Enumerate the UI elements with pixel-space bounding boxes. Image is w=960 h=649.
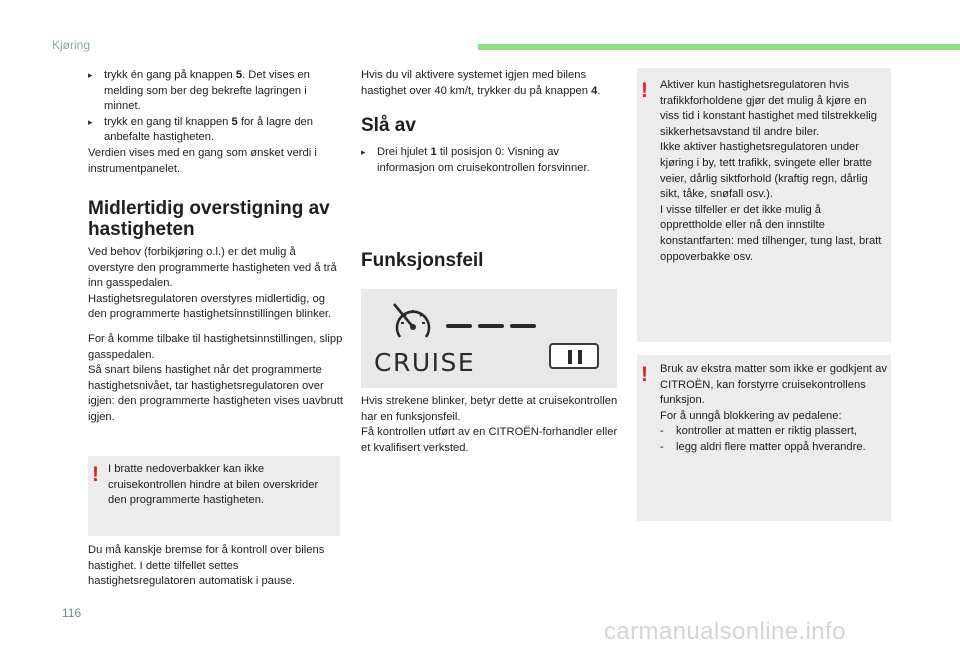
list-item: - kontroller at matten er riktig plassert, (660, 425, 857, 438)
pause-icon (549, 343, 599, 369)
page-number: 116 (62, 606, 82, 620)
column-1 (88, 68, 344, 177)
exclamation-icon: ! (641, 79, 648, 102)
paragraph: For å komme tilbake til hastighetsinnstillingen, slipp gasspedalen. (88, 332, 343, 361)
heading-malfunction: Funksjonsfeil (361, 250, 484, 271)
section-title: Kjøring (52, 38, 91, 52)
dash (510, 324, 536, 328)
heading-turn-off: Slå av (361, 115, 416, 136)
list-item: ▸ trykk én gang på knappen 5. Det vises en melding som ber deg bekrefte lagringen i minnet. (88, 68, 344, 115)
column-2-body (361, 394, 619, 456)
dash (478, 324, 504, 328)
warning-text: Aktiver kun hastighetsregulatoren hvis trafikkforholdene gjør det mulig å kjøre en viss tid i konstant hastighet med tilstrekkelig sikkerhetsavstand til andre biler. Ikke aktiver hastighetsregulatoren under kjøring i by, tett trafikk, svingete eller bratte veier, dårlig siktforhold (kraftig regn, dårlig sikt, tåke, snøfall osv.). I visse tilfeller er det ikke mulig å opprettholde eller nå den innstilte konstantfarten: med tilhenger, tung last, bratt oppoverbakke osv. (660, 79, 882, 263)
section-accent-bar (478, 44, 960, 50)
list-item: ▸ Drei hjulet 1 til posisjon 0: Visning av informasjon om cruisekontrollen forsvinner. (361, 145, 617, 176)
paragraph: Hvis du vil aktivere systemet igjen med bilens hastighet over 40 km/t, trykker du på knappen 4. (361, 69, 601, 97)
cruise-label: CRUISE (374, 348, 476, 377)
column-1-body (88, 245, 344, 426)
arrow-bullet-icon: ▸ (88, 116, 93, 127)
exclamation-icon: ! (92, 463, 99, 486)
paragraph: Du må kanskje bremse for å kontroll over bilens hastighet. I dette tilfellet settes hastighetsregulatoren automatisk i pause. (88, 544, 325, 588)
watermark: carmanualsonline.info (604, 618, 846, 645)
paragraph: Hastighetsregulatoren overstyres midlertidig, og den programmerte hastighetsinnstillingen blinker. (88, 292, 332, 321)
heading-temporary-override: Midlertidig overstigning av hastigheten (88, 198, 330, 240)
paragraph: Så snart bilens hastighet når det programmerte hastighetsnivået, tar hastighetsregulatoren over igjen: den programmerte hastigheten vises uavbrutt igjen. (88, 364, 343, 423)
speedometer-icon (392, 303, 434, 345)
arrow-bullet-icon: ▸ (88, 70, 93, 80)
paragraph: Hvis strekene blinker, betyr dette at cruisekontrollen har en funksjonsfeil. (361, 395, 618, 423)
paragraph: Ved behov (forbikjøring o.l.) er det mulig å overstyre den programmerte hastigheten ved å trå inn gasspedalen. (88, 246, 337, 290)
warning-text: Bruk av ekstra matter som ikke er godkjent av CITROËN, kan forstyrre cruisekontrollens funksjon. For å unngå blokkering av pedalene: - kontroller at matten er riktig plassert, - legg aldri flere matter oppå hverandre. (660, 362, 888, 456)
dash (446, 324, 472, 328)
list-item: - legg aldri flere matter oppå hverandre. (660, 440, 866, 453)
exclamation-icon: ! (641, 363, 648, 386)
warning-text: I bratte nedoverbakker kan ikke cruisekontrollen hindre at bilen overskrider den programmerte hastigheten. (108, 463, 319, 507)
arrow-bullet-icon: ▸ (361, 147, 366, 157)
paragraph: Få kontrollen utført av en CITROËN-forhandler eller et kvalifisert verksted. (361, 426, 618, 454)
paragraph: Verdien vises med en gang som ønsket verdi i instrumentpanelet. (88, 146, 317, 175)
list-item: ▸ trykk en gang til knappen 5 for å lagre den anbefalte hastigheten. (88, 115, 344, 146)
